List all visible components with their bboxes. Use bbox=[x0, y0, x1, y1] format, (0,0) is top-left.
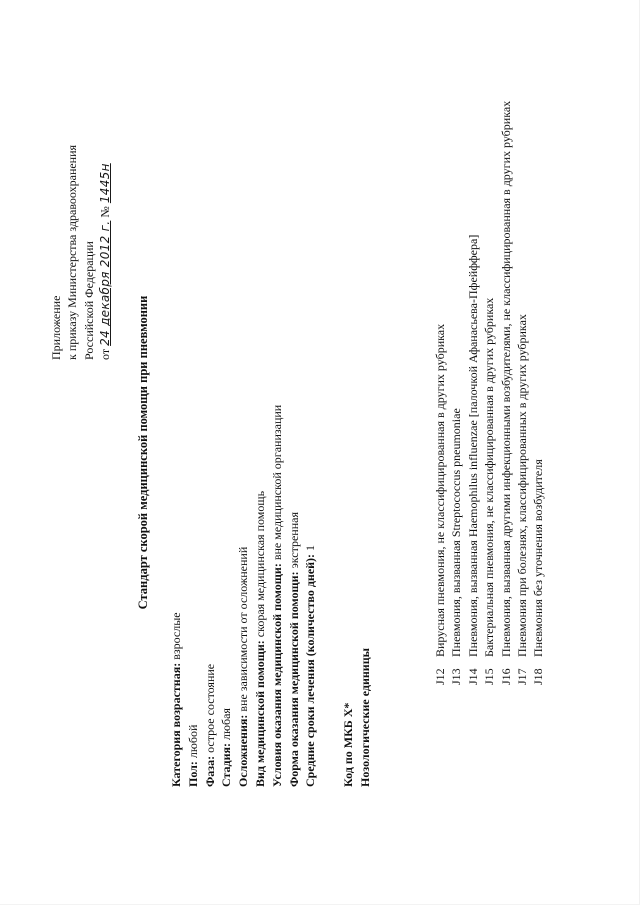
diagnosis-name: Пневмония без уточнения возбудителя bbox=[531, 459, 546, 657]
diagnosis-name: Пневмония, вызванная Streptococcus pneumoniae bbox=[449, 408, 464, 657]
standard-parameters bbox=[168, 167, 319, 787]
list-item bbox=[530, 65, 546, 685]
icd-header bbox=[340, 648, 373, 787]
param-treatment-duration bbox=[302, 167, 319, 787]
diagnosis-name: Вирусная пневмония, не классифицированная в других рубриках bbox=[433, 323, 447, 657]
list-item bbox=[481, 65, 497, 685]
list-item bbox=[514, 65, 530, 685]
appendix-line-2: к приказу Министерства здравоохранения bbox=[65, 144, 80, 360]
order-line bbox=[97, 30, 113, 360]
param-value: экстренная bbox=[286, 512, 301, 569]
diagnosis-name: Бактериальная пневмония, не классифицированная в других рубриках bbox=[482, 297, 497, 657]
diagnosis-name: Пневмония при болезнях, классифицированных в других рубриках bbox=[515, 314, 530, 657]
param-label: Вид медицинской помощи: bbox=[252, 640, 267, 787]
param-care-form bbox=[286, 167, 303, 787]
param-value: скорая медицинская помощь bbox=[252, 490, 267, 638]
diagnosis-code: J17 bbox=[515, 668, 530, 685]
param-value: острое состояние bbox=[202, 663, 217, 753]
nosology-label: Нозологические единицы bbox=[357, 647, 372, 787]
param-phase bbox=[202, 167, 219, 787]
diagnosis-code: J18 bbox=[531, 668, 546, 685]
appendix-line-3: Российской Федерации bbox=[81, 241, 96, 360]
param-complications bbox=[235, 167, 252, 787]
diagnosis-code: J16 bbox=[498, 668, 513, 685]
param-age-category bbox=[168, 167, 185, 787]
diagnosis-code: J12 bbox=[433, 668, 447, 685]
param-care-conditions bbox=[269, 167, 286, 787]
param-value: любой bbox=[185, 724, 200, 759]
appendix-header bbox=[48, 30, 114, 360]
list-item bbox=[432, 65, 448, 685]
param-label: Фаза: bbox=[202, 755, 217, 787]
icd-code-label: Код по МКБ X* bbox=[341, 702, 355, 787]
list-item bbox=[465, 65, 481, 685]
param-stage bbox=[218, 167, 235, 787]
handwritten-order-date: 24 декабря 2012 г. bbox=[98, 220, 113, 346]
appendix-line-1: Приложение bbox=[49, 295, 63, 360]
order-prefix: от bbox=[98, 348, 113, 360]
param-value: любая bbox=[219, 708, 234, 740]
param-label: Форма оказания медицинской помощи: bbox=[286, 571, 301, 787]
param-label: Пол: bbox=[185, 761, 200, 787]
order-number-prefix: № bbox=[98, 206, 113, 218]
param-value: вне зависимости от осложнений bbox=[236, 546, 251, 712]
diagnosis-code: J15 bbox=[482, 668, 497, 685]
diagnosis-code: J13 bbox=[449, 668, 464, 685]
diagnosis-name: Пневмония, вызванная Haemophilus influenzae [палочкой Афанасьева-Пфейффера] bbox=[465, 234, 480, 657]
param-value: взрослые bbox=[169, 612, 183, 660]
param-label: Средние сроки лечения (количество дней): bbox=[303, 553, 318, 787]
param-care-type bbox=[252, 167, 269, 787]
handwritten-order-number: 1445н bbox=[98, 163, 113, 204]
diagnosis-name: Пневмония, вызванная другими инфекционными возбудителями, не классифицированная в других рубриках bbox=[498, 100, 513, 657]
document-title: Стандарт скорой медицинской помощи при пневмонии bbox=[136, 295, 150, 610]
param-label: Осложнения: bbox=[236, 714, 251, 787]
param-label: Стадия: bbox=[219, 742, 234, 787]
diagnosis-list bbox=[432, 65, 547, 685]
param-label: Условия оказания медицинской помощи: bbox=[269, 563, 284, 787]
param-sex bbox=[185, 167, 202, 787]
param-value: 1 bbox=[303, 544, 318, 551]
list-item bbox=[448, 65, 464, 685]
param-label: Категория возрастная: bbox=[169, 662, 183, 787]
list-item bbox=[498, 65, 514, 685]
diagnosis-code: J14 bbox=[465, 668, 480, 685]
param-value: вне медицинской организации bbox=[269, 404, 284, 561]
